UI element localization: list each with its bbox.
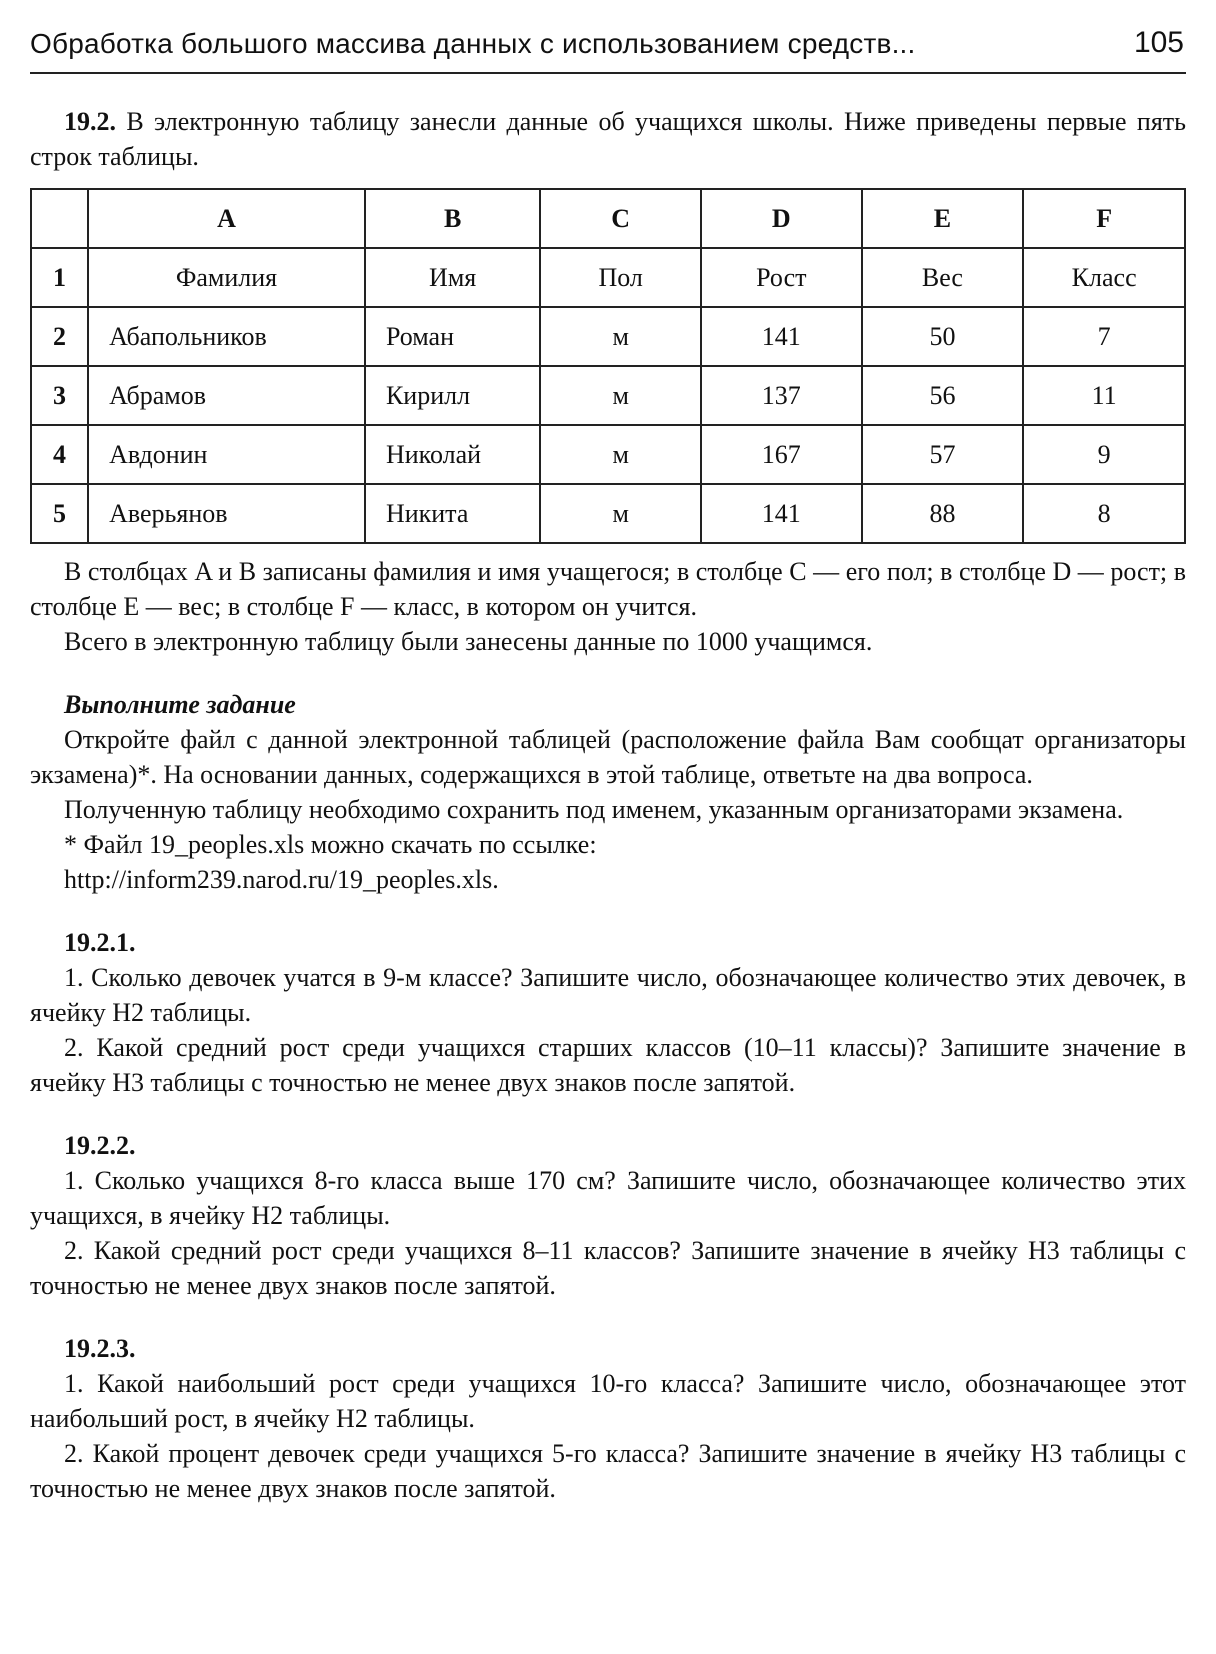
question-paragraph: 2. Какой средний рост среди учащихся 8–11 классов? Запишите значение в ячейку H3 таблицы с точностью не менее двух знаков после запятой.	[30, 1236, 1186, 1300]
instructions-heading: Выполните задание	[64, 690, 296, 719]
table-cell: Роман	[365, 307, 540, 366]
table-cell: м	[540, 366, 701, 425]
task-intro	[30, 104, 1186, 174]
row-number: 5	[31, 484, 88, 543]
table-row	[31, 366, 1185, 425]
table-cell: 50	[862, 307, 1024, 366]
instruction-paragraph: Полученную таблицу необходимо сохранить под именем, указанным организаторами экзамена.	[64, 795, 1124, 824]
instruction-paragraph: Откройте файл с данной электронной таблицей (расположение файла Вам сообщат организаторы экзамена)*. На основании данных, содержащихся в этой таблице, ответьте на два вопроса.	[30, 725, 1186, 789]
row-number: 4	[31, 425, 88, 484]
table-cell: 9	[1023, 425, 1185, 484]
corner-cell	[31, 189, 88, 248]
table-cell: Имя	[365, 248, 540, 307]
column-letter-row	[31, 189, 1185, 248]
question-paragraph: 1. Какой наибольший рост среди учащихся 10-го класса? Запишите число, обозначающее этот наибольший рост, в ячейку H2 таблицы.	[30, 1369, 1186, 1433]
variant-number: 19.2.1.	[64, 928, 136, 957]
table-row	[31, 307, 1185, 366]
task-number: 19.2.	[64, 107, 116, 136]
table-cell: Николай	[365, 425, 540, 484]
description-paragraph: В столбцах A и B записаны фамилия и имя учащегося; в столбце C — его пол; в столбце D — рост; в столбце E — вес; в столбце F — класс, в котором он учится.	[30, 557, 1186, 621]
table-cell: Пол	[540, 248, 701, 307]
question-paragraph: 2. Какой процент девочек среди учащихся 5-го класса? Запишите значение в ячейку H3 таблицы с точностью не менее двух знаков после запятой.	[30, 1439, 1186, 1503]
column-letter: B	[365, 189, 540, 248]
table-cell: 57	[862, 425, 1024, 484]
page-number: 105	[1133, 26, 1184, 59]
table-cell: м	[540, 484, 701, 543]
running-header	[30, 26, 1186, 74]
table-cell: Абрамов	[88, 366, 365, 425]
table-cell: Кирилл	[365, 366, 540, 425]
table-cell: 8	[1023, 484, 1185, 543]
description-paragraph: Всего в электронную таблицу были занесены данные по 1000 учащимся.	[64, 627, 873, 656]
column-letter: A	[88, 189, 365, 248]
column-letter: D	[701, 189, 862, 248]
page-body	[30, 104, 1186, 1506]
table-cell: Никита	[365, 484, 540, 543]
row-number: 3	[31, 366, 88, 425]
table-cell: Абапольников	[88, 307, 365, 366]
footnote-text: * Файл 19_peoples.xls можно скачать по ссылке:	[64, 830, 597, 859]
column-letter: C	[540, 189, 701, 248]
table-row	[31, 484, 1185, 543]
table-cell: 88	[862, 484, 1024, 543]
spreadsheet-table	[30, 188, 1186, 544]
table-cell: 56	[862, 366, 1024, 425]
table-cell: м	[540, 307, 701, 366]
table-cell: 11	[1023, 366, 1185, 425]
question-paragraph: 1. Сколько девочек учатся в 9-м классе? Запишите число, обозначающее количество этих девочек, в ячейку H2 таблицы.	[30, 963, 1186, 1027]
table-cell: 141	[701, 484, 862, 543]
table-cell: Аверьянов	[88, 484, 365, 543]
row-number: 2	[31, 307, 88, 366]
question-paragraph: 1. Сколько учащихся 8-го класса выше 170 см? Запишите число, обозначающее количество этих учащихся, в ячейку H2 таблицы.	[30, 1166, 1186, 1230]
row-number: 1	[31, 248, 88, 307]
table-cell: 137	[701, 366, 862, 425]
column-letter: E	[862, 189, 1024, 248]
table-cell: Класс	[1023, 248, 1185, 307]
question-paragraph: 2. Какой средний рост среди учащихся старших классов (10–11 классы)? Запишите значение в ячейку H3 таблицы с точностью не менее двух знаков после запятой.	[30, 1033, 1186, 1097]
table-cell: Авдонин	[88, 425, 365, 484]
running-title: Обработка большого массива данных с использованием средств...	[30, 28, 916, 59]
variant-number: 19.2.2.	[64, 1131, 136, 1160]
variant-number: 19.2.3.	[64, 1334, 136, 1363]
table-cell: Рост	[701, 248, 862, 307]
column-letter: F	[1023, 189, 1185, 248]
table-cell: м	[540, 425, 701, 484]
table-cell: Фамилия	[88, 248, 365, 307]
table-cell: 7	[1023, 307, 1185, 366]
task-intro-text: В электронную таблицу занесли данные об учащихся школы. Ниже приведены первые пять строк таблицы.	[30, 107, 1187, 171]
file-url: http://inform239.narod.ru/19_peoples.xls.	[64, 865, 499, 894]
table-cell: 167	[701, 425, 862, 484]
table-cell: 141	[701, 307, 862, 366]
table-cell: Вес	[862, 248, 1024, 307]
table-row	[31, 248, 1185, 307]
table-row	[31, 425, 1185, 484]
